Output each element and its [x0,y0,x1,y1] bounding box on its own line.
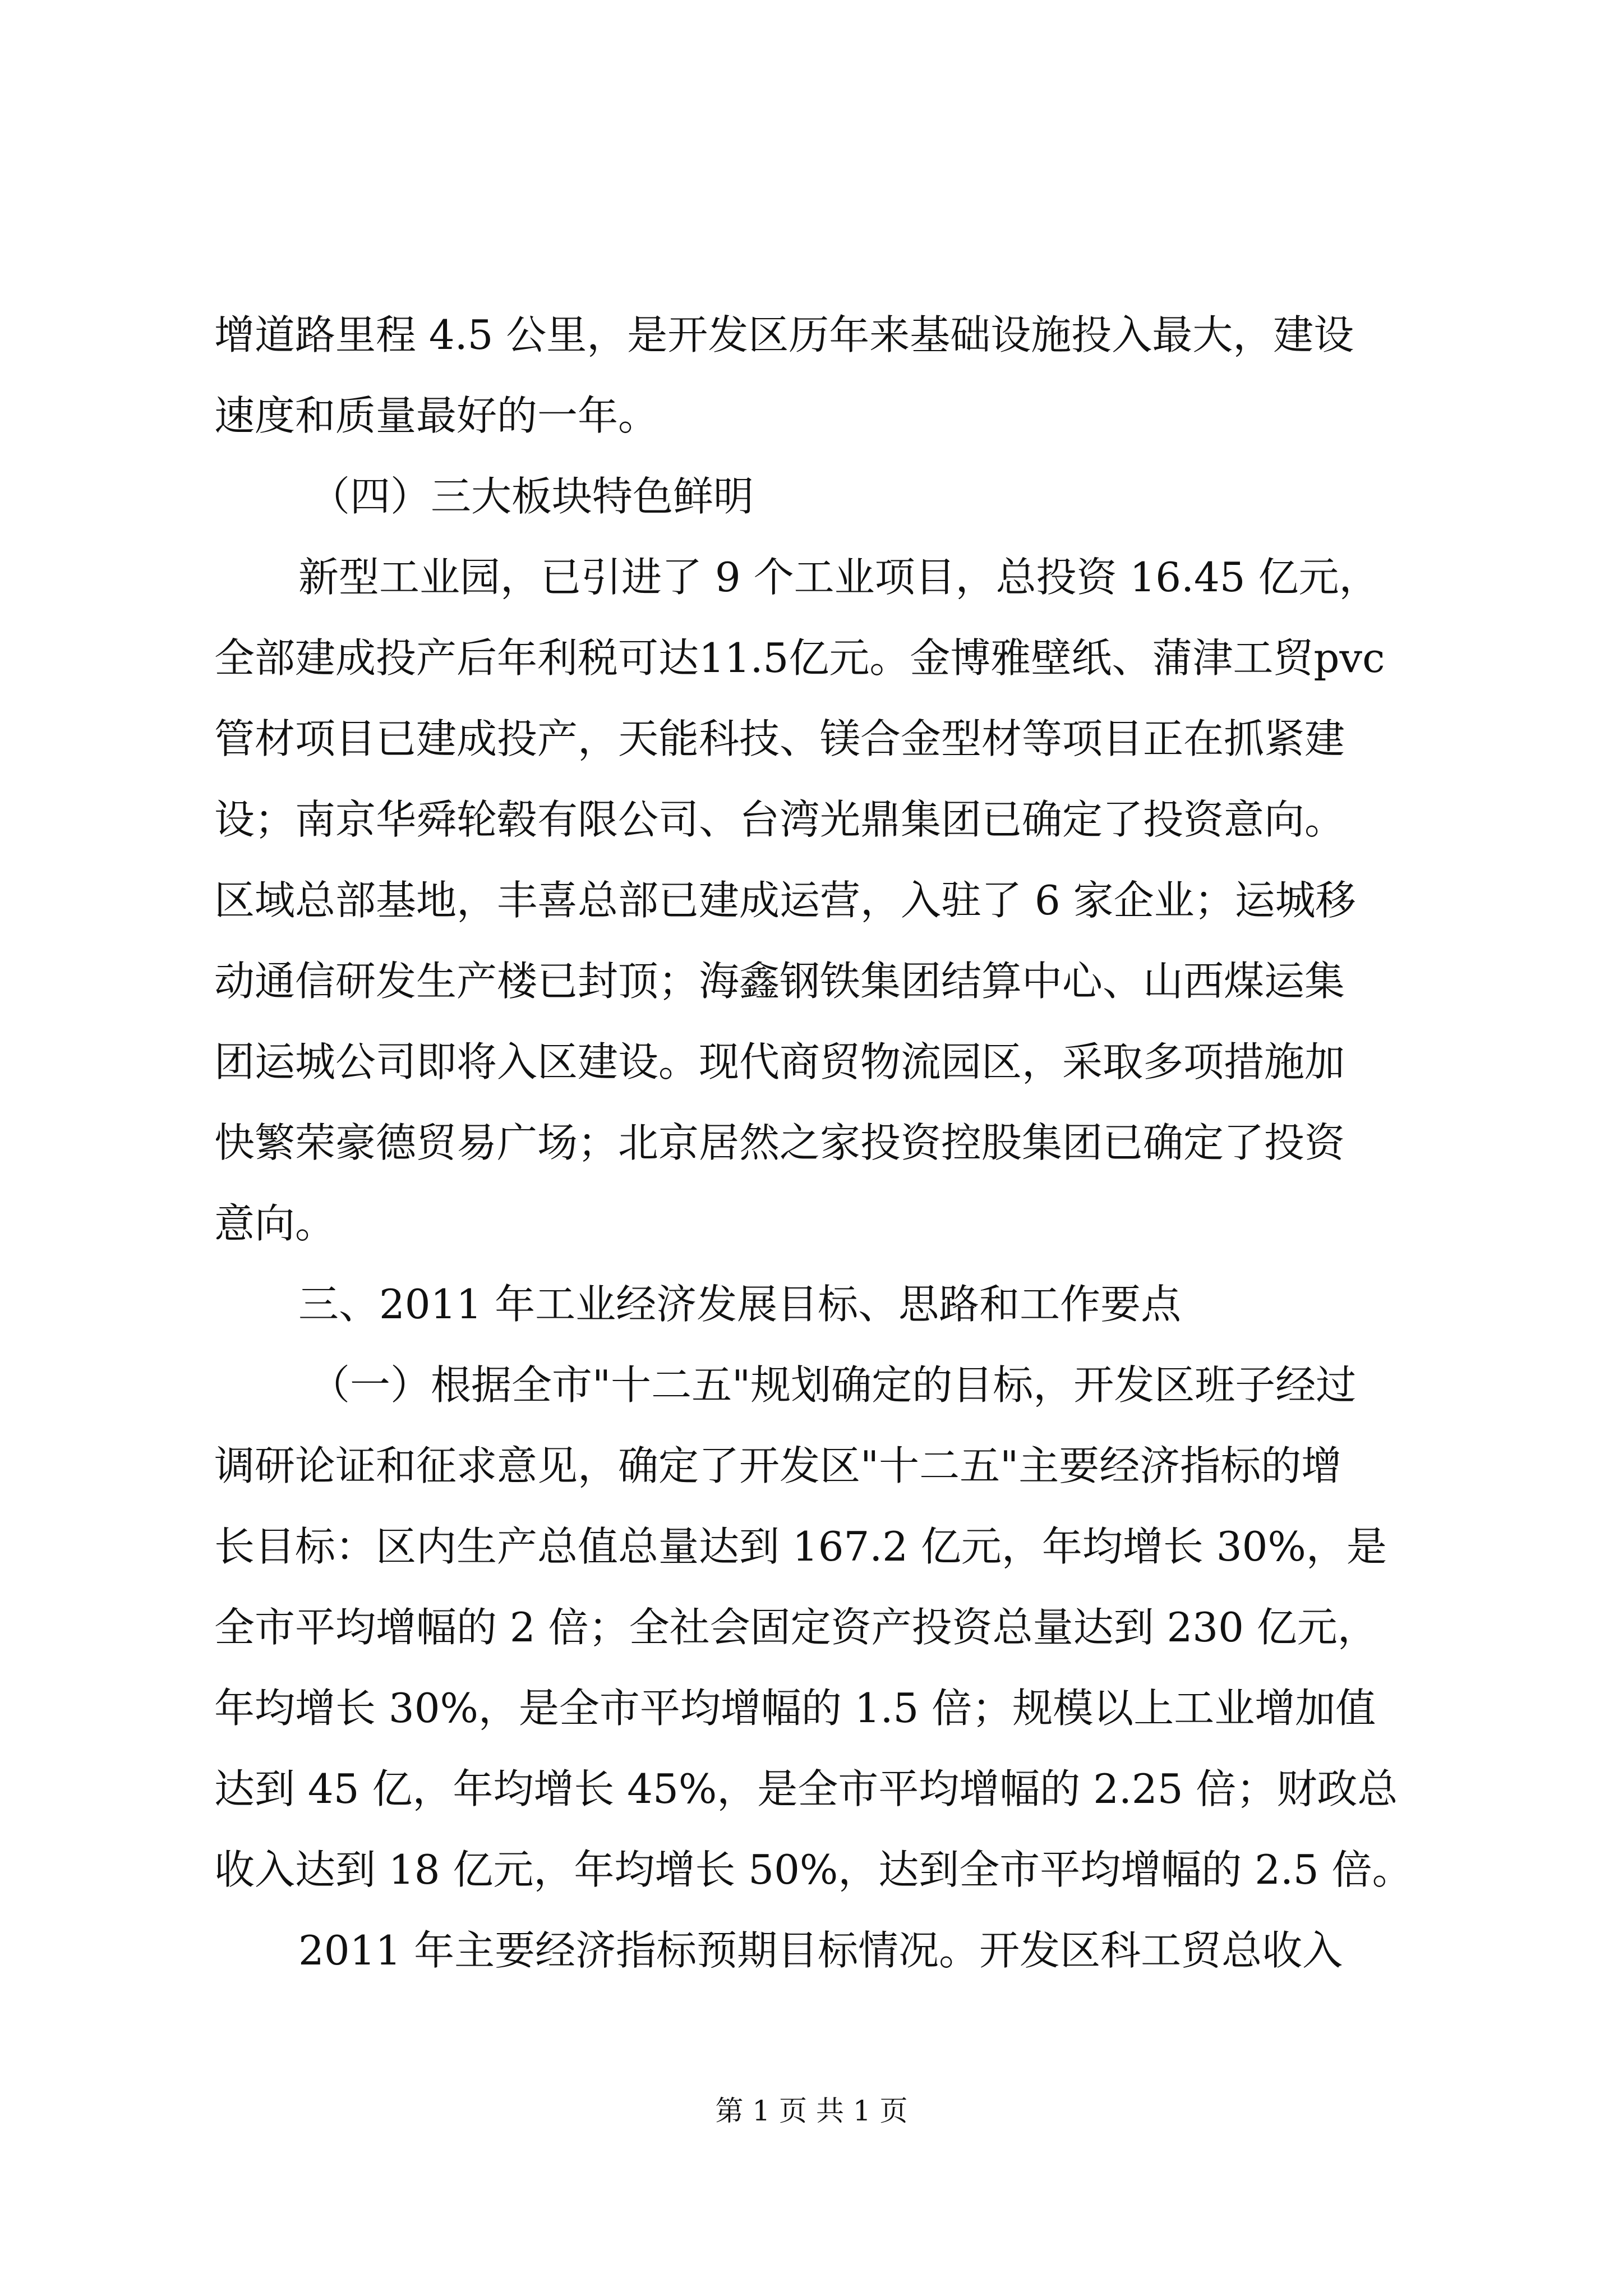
text-line-19: 达到 45 亿，年均增长 45%，是全市平均增幅的 2.25 倍；财政总 [214,1765,1398,1812]
section-heading: （四）三大板块特色鲜明 [310,473,754,520]
text-line-14: （一）根据全市"十二五"规划确定的目标，开发区班子经过 [310,1361,1357,1409]
text-line-18: 年均增长 30%，是全市平均增幅的 1.5 倍；规模以上工业增加值 [214,1685,1376,1732]
text-line-12: 意向。 [214,1200,336,1247]
text-line-5: 全部建成投产后年利税可达11.5亿元。金博雅壁纸、蒲津工贸pvc [214,634,1385,682]
text-line-17: 全市平均增幅的 2 倍；全社会固定资产投资总量达到 230 亿元， [214,1604,1378,1651]
text-line-1: 增道路里程 4.5 公里，是开发区历年来基础设施投入最大，建设 [214,311,1354,358]
text-line-7: 设；南京华舜轮毂有限公司、台湾光鼎集团已确定了投资意向。 [214,796,1345,843]
text-line-6: 管材项目已建成投产，天能科技、镁合金型材等项目正在抓紧建 [214,715,1345,762]
text-line-11: 快繁荣豪德贸易广场；北京居然之家投资控股集团已确定了投资 [214,1119,1345,1166]
text-line-15: 调研论证和征求意见，确定了开发区"十二五"主要经济指标的增 [214,1442,1342,1489]
text-line-9: 动通信研发生产楼已封顶；海鑫钢铁集团结算中心、山西煤运集 [214,958,1345,1005]
text-line-4: 新型工业园，已引进了 9 个工业项目，总投资 16.45 亿元， [298,554,1380,601]
text-line-20: 收入达到 18 亿元，年均增长 50%，达到全市平均增幅的 2.5 倍。 [214,1846,1413,1893]
chapter-heading: 三、2011 年工业经济发展目标、思路和工作要点 [298,1281,1182,1328]
document-body [214,295,1420,1991]
text-line-2: 速度和质量最好的一年。 [214,392,659,439]
text-line-16: 长目标：区内生产总值总量达到 167.2 亿元，年均增长 30%，是 [214,1523,1387,1570]
page-footer: 第 1 页 共 1 页 [715,2095,908,2127]
text-line-21: 2011 年主要经济指标预期目标情况。开发区科工贸总收入 [298,1927,1343,1974]
text-line-10: 团运城公司即将入区建设。现代商贸物流园区，采取多项措施加 [214,1038,1345,1085]
text-line-8: 区域总部基地，丰喜总部已建成运营，入驻了 6 家企业；运城移 [214,877,1356,924]
